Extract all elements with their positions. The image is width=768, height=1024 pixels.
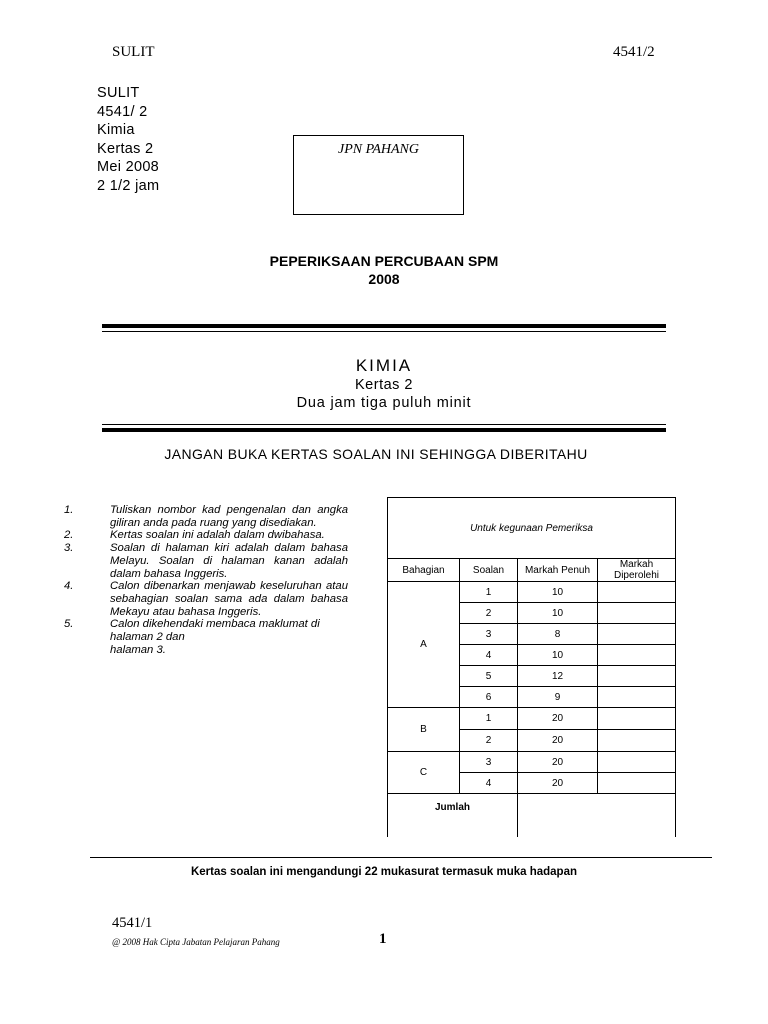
instruction-text: Tuliskan nombor kad pengenalan dan angka giliran anda pada ruang yang disediakan. [110, 504, 348, 529]
total-marks-cell [518, 794, 676, 837]
question-number: 5 [460, 666, 518, 687]
instruction-item [64, 618, 348, 656]
section-label: A [388, 582, 460, 708]
question-number: 3 [460, 624, 518, 645]
instruction-number: 4. [64, 580, 74, 593]
full-marks: 10 [518, 645, 598, 666]
full-marks: 10 [518, 582, 598, 603]
full-marks: 20 [518, 773, 598, 794]
instruction-number: 2. [64, 529, 74, 542]
divider-thick [102, 428, 666, 432]
warning-notice: JANGAN BUKA KERTAS SOALAN INI SEHINGGA DIBERITAHU [164, 446, 588, 462]
meta-line: SULIT [97, 85, 140, 101]
exam-duration: Dua jam tiga puluh minit [296, 395, 472, 411]
full-marks: 8 [518, 624, 598, 645]
instruction-item [64, 542, 348, 580]
stamp-label: JPN PAHANG [337, 142, 419, 157]
column-header: Bahagian [388, 559, 460, 582]
meta-line: 4541/ 2 [97, 103, 148, 120]
column-header: Soalan [460, 559, 518, 582]
instruction-number: 1. [64, 504, 74, 516]
question-number: 4 [460, 773, 518, 794]
page-number: 1 [379, 931, 387, 947]
section-label: C [388, 752, 460, 794]
instruction-item [64, 580, 348, 618]
total-label: Jumlah [388, 794, 518, 837]
marks-obtained-cell [598, 666, 676, 687]
header-code: 4541/2 [613, 44, 655, 60]
instruction-text: Soalan di halaman kiri adalah dalam bahasa Melayu. Soalan di halaman kanan adalah dalam bahasa Inggeris. [110, 542, 348, 580]
meta-line: Mei 2008 [97, 159, 160, 175]
column-header: Markah Penuh [518, 559, 598, 582]
subject-name: KIMIA [355, 356, 413, 375]
examiner-table-caption: Untuk kegunaan Pemeriksa [388, 498, 676, 559]
question-number: 1 [460, 582, 518, 603]
header-sulit: SULIT [112, 44, 155, 60]
marks-obtained-cell [598, 730, 676, 752]
question-number: 2 [460, 730, 518, 752]
marks-obtained-cell [598, 603, 676, 624]
stamp-box [293, 135, 464, 215]
full-marks: 10 [518, 603, 598, 624]
marks-obtained-cell [598, 752, 676, 773]
question-number: 3 [460, 752, 518, 773]
instruction-number: 3. [64, 542, 74, 555]
paper-meta-block [97, 84, 159, 195]
full-marks: 9 [518, 687, 598, 708]
question-number: 1 [460, 708, 518, 730]
marks-obtained-cell [598, 708, 676, 730]
instruction-text: Kertas soalan ini adalah dalam dwibahasa. [110, 529, 325, 542]
question-number: 6 [460, 687, 518, 708]
full-marks: 20 [518, 708, 598, 730]
marks-obtained-cell [598, 773, 676, 794]
divider-thin [102, 424, 666, 425]
marks-obtained-cell [598, 582, 676, 603]
divider-thin [102, 331, 666, 332]
footer-code: 4541/1 [112, 915, 153, 931]
section-label: B [388, 708, 460, 752]
instruction-text: Calon dikehendaki membaca maklumat di halaman 2 dan halaman 3. [110, 618, 320, 656]
footer-divider [90, 857, 712, 858]
instruction-item [64, 529, 348, 542]
marks-obtained-cell [598, 624, 676, 645]
full-marks: 20 [518, 730, 598, 752]
exam-year: 2008 [368, 271, 400, 287]
instructions-list [64, 504, 348, 656]
marks-obtained-cell [598, 687, 676, 708]
question-number: 4 [460, 645, 518, 666]
instruction-item [64, 504, 348, 529]
question-number: 2 [460, 603, 518, 624]
meta-line: Kimia [97, 122, 135, 138]
divider-thick [102, 324, 666, 328]
full-marks: 20 [518, 752, 598, 773]
examiner-table [387, 497, 676, 837]
instruction-text: Calon dibenarkan menjawab keseluruhan atau sebahagian soalan sama ada dalam bahasa Mekayu atau bahasa Inggeris. [110, 580, 348, 618]
marks-obtained-cell [598, 645, 676, 666]
instruction-number: 5. [64, 618, 74, 631]
column-header: Markah Diperolehi [598, 559, 676, 582]
meta-line: Kertas 2 [97, 140, 154, 157]
full-marks: 12 [518, 666, 598, 687]
copyright-notice: @ 2008 Hak Cipta Jabatan Pelajaran Pahang [112, 937, 280, 947]
page-count-note: Kertas soalan ini mengandungi 22 mukasurat termasuk muka hadapan [190, 866, 577, 878]
exam-title: PEPERIKSAAN PERCUBAAN SPM [269, 253, 499, 269]
paper-number: Kertas 2 [355, 377, 413, 393]
meta-line: 2 1/2 jam [97, 177, 160, 194]
